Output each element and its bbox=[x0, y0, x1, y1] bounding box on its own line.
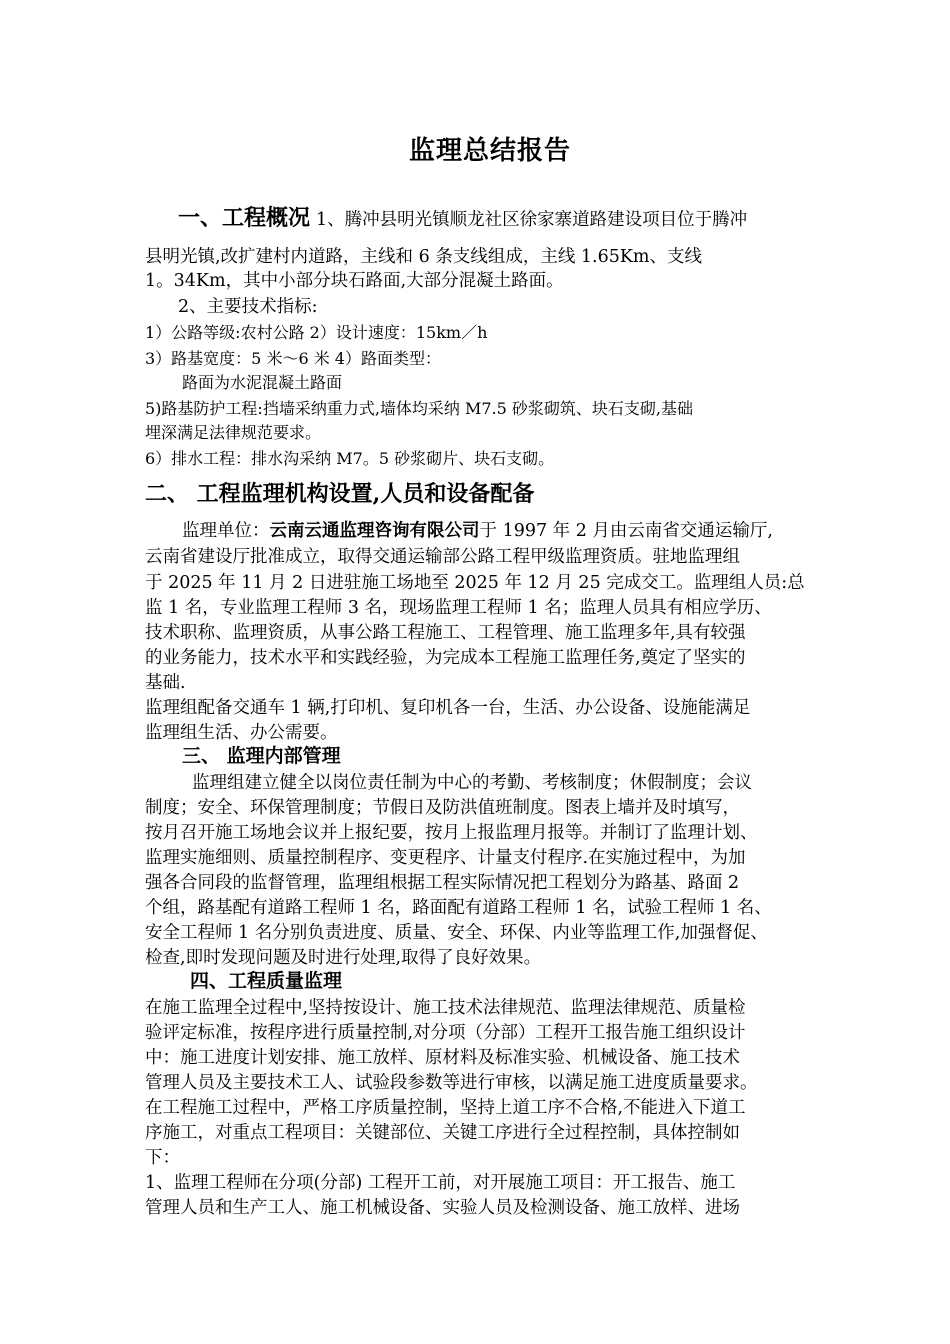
section-4-line-7: 下： bbox=[145, 1148, 180, 1168]
section-2-line-8: 监理组配备交通车 1 辆,打印机、复印机各一台，生活、办公设备、设施能满足 bbox=[145, 698, 751, 718]
section-3-line-1: 监理组建立健全以岗位责任制为中心的考勤、考核制度；休假制度；会议 bbox=[192, 773, 752, 793]
section-3-line-5: 强各合同段的监督管理，监理组根据工程实际情况把工程划分为路基、路面 2 bbox=[145, 873, 740, 893]
section-4-line-6: 序施工，对重点工程项目：关键部位、关键工序进行全过程控制，具体控制如 bbox=[145, 1123, 740, 1143]
section-2-line-3: 于 2025 年 11 月 2 日进驻施工场地至 2025 年 12 月 25 完成交工。监理组人员:总 bbox=[145, 573, 805, 593]
section-2-line-9: 监理组生活、办公需要。 bbox=[145, 723, 338, 743]
section-1-heading: 一、工程概况 bbox=[178, 205, 311, 231]
section-1-line-6: 3）路基宽度：5 米～6 米 4）路面类型： bbox=[145, 349, 441, 368]
section-1-first-line bbox=[178, 207, 747, 231]
section-4-line-8: 1、监理工程师在分项(分部) 工程开工前，对开展施工项目：开工报告、施工 bbox=[145, 1173, 736, 1193]
section-2-line-1 bbox=[182, 520, 773, 542]
section-1-line-5: 1）公路等级:农村公路 2）设计速度：15km／h bbox=[145, 323, 488, 342]
section-2-line-4: 监 1 名，专业监理工程师 3 名，现场监理工程师 1 名；监理人员具有相应学历、 bbox=[145, 598, 772, 618]
section-3-line-8: 检查,即时发现问题及时进行处理,取得了良好效果。 bbox=[145, 948, 542, 968]
section-1-line-3: 1。34Km，其中小部分块石路面,大部分混凝土路面。 bbox=[145, 271, 564, 291]
document-title: 监理总结报告 bbox=[408, 136, 571, 166]
section-4-line-3: 中：施工进度计划安排、施工放样、原材料及标准实验、机械设备、施工技术 bbox=[145, 1048, 740, 1068]
section-4-line-9: 管理人员和生产工人、施工机械设备、实验人员及检测设备、施工放样、进场 bbox=[145, 1198, 740, 1218]
section-2-line-5: 技术职称、监理资质，从事公路工程施工、工程管理、施工监理多年,具有较强 bbox=[145, 623, 746, 643]
section-3-line-2: 制度；安全、环保管理制度；节假日及防洪值班制度。图表上墙并及时填写， bbox=[145, 798, 740, 818]
section-2-line-7: 基础. bbox=[145, 673, 186, 693]
section-4-heading: 四、工程质量监理 bbox=[190, 970, 343, 992]
section-3-line-6: 个组，路基配有道路工程师 1 名，路面配有道路工程师 1 名，试验工程师 1 名、 bbox=[145, 898, 772, 918]
section-1-line-1: 1、腾冲县明光镇顺龙社区徐家寨道路建设项目位于腾冲 bbox=[316, 210, 748, 230]
section-2-line-1-suffix: 于 1997 年 2 月由云南省交通运输厅, bbox=[479, 521, 773, 541]
supervision-company-name: 云南云通监理咨询有限公司 bbox=[269, 521, 480, 541]
section-1-line-7: 路面为水泥混凝土路面 bbox=[182, 373, 343, 392]
section-4-line-5: 在工程施工过程中，严格工序质量控制，坚持上道工序不合格,不能进入下道工 bbox=[145, 1098, 746, 1118]
section-3-heading: 三、 监理内部管理 bbox=[182, 745, 341, 767]
section-4-line-4: 管理人员及主要技术工人、试验段参数等进行审核，以满足施工进度质量要求。 bbox=[145, 1073, 758, 1093]
section-4-line-2: 验评定标准，按程序进行质量控制,对分项（分部）工程开工报告施工组织设计 bbox=[145, 1023, 746, 1043]
section-2-line-6: 的业务能力，技术水平和实践经验，为完成本工程施工监理任务,奠定了坚实的 bbox=[145, 648, 746, 668]
section-3-line-7: 安全工程师 1 名分别负责进度、质量、安全、环保、内业等监理工作,加强督促、 bbox=[145, 923, 768, 943]
section-1-line-2: 县明光镇,改扩建村内道路，主线和 6 条支线组成，主线 1.65Km、支线 bbox=[145, 247, 703, 267]
section-2-line-1-prefix: 监理单位： bbox=[182, 521, 270, 541]
section-1-line-9: 埋深满足法律规范要求。 bbox=[145, 423, 322, 442]
section-3-line-4: 监理实施细则、质量控制程序、变更程序、计量支付程序.在实施过程中，为加 bbox=[145, 848, 746, 868]
section-2-line-2: 云南省建设厅批准成立，取得交通运输部公路工程甲级监理资质。驻地监理组 bbox=[145, 547, 740, 567]
section-1-line-8: 5)路基防护工程:挡墙采纳重力式,墙体均采纳 M7.5 砂浆砌筑、块石支砌,基础 bbox=[145, 399, 693, 418]
section-3-line-3: 按月召开施工场地会议并上报纪要，按月上报监理月报等。并制订了监理计划、 bbox=[145, 823, 758, 843]
section-2-heading: 二、 工程监理机构设置,人员和设备配备 bbox=[145, 481, 535, 507]
section-1-line-10: 6）排水工程：排水沟采纳 M7。5 砂浆砌片、块石支砌。 bbox=[145, 449, 555, 468]
section-4-line-1: 在施工监理全过程中,坚持按设计、施工技术法律规范、监理法律规范、质量检 bbox=[145, 998, 746, 1018]
section-1-line-4: 2、主要技术指标: bbox=[178, 297, 318, 317]
